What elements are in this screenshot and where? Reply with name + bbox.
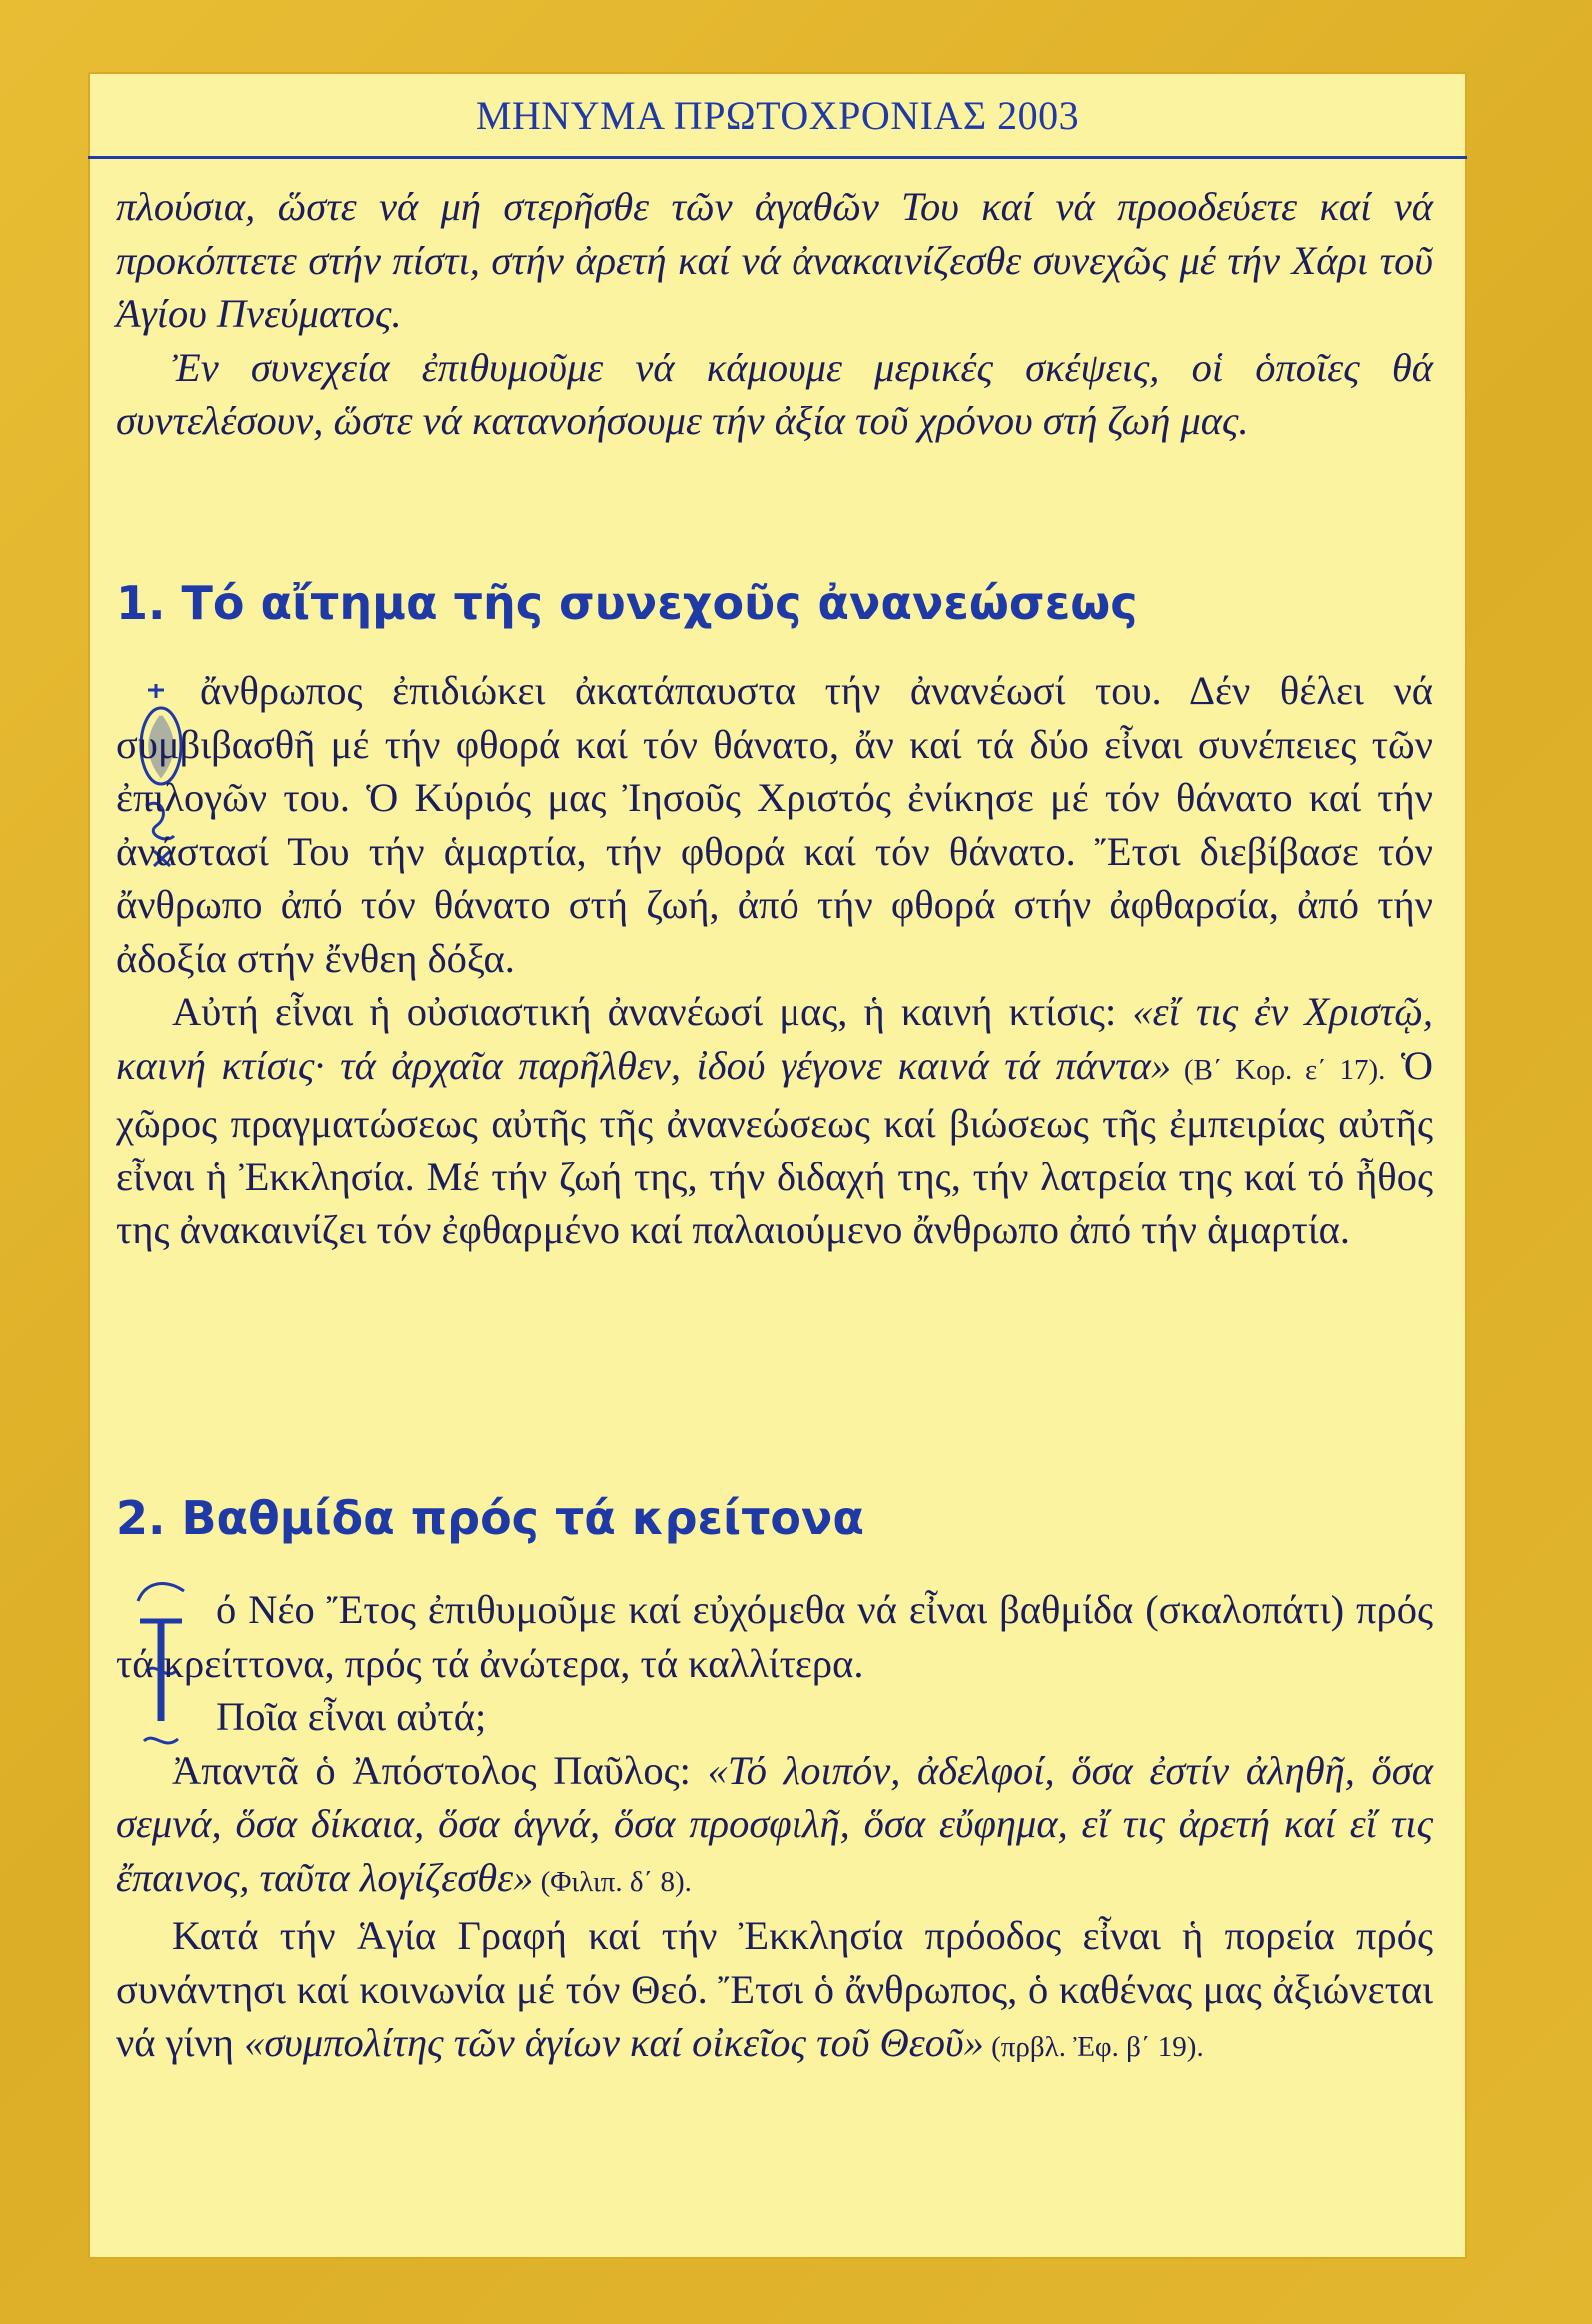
header-title: ΜΗΝΥΜΑ ΠΡΩΤΟΧΡΟΝΙΑΣ 2003 [475, 93, 1080, 138]
section-2-heading: 2. Βαθμίδα πρός τά κρείτονα [116, 1491, 864, 1545]
intro-paragraph-2: Ἐν συνεχεία ἐπιθυμοῦμε νά κάμουμε μερικές σκέψεις, οἱ ὁποῖες θά συντελέσουν, ὥστε νά κατανοήσουμε τήν ἀξία τοῦ χρόνου στή ζωή μας. [116, 344, 1433, 443]
page-header [88, 72, 1467, 159]
section-2-p4-text: Κατά τήν Ἁγία Γραφή καί τήν Ἐκκλησία πρόοδος εἶναι ἡ πορεία πρός συνάντησι καί κοινωνία μέ τόν Θεό. Ἔτσι ὁ ἄνθρωπος, ὁ καθένας μας ἀξιώνεται νά γίνη [116, 1913, 1433, 2065]
section-2-reference-2: (πρβλ. Ἐφ. β΄ 19). [983, 2031, 1204, 2063]
section-2-reference: (Φιλιπ. δ΄ 8). [533, 1865, 692, 1898]
section-1-p2-text-cont: Ὁ χῶρος πραγματώσεως αὐτῆς τῆς ἀνανεώσεως καί βιώσεως τῆς ἐμπειρίας αὐτῆς εἶναι ἡ Ἐκκλησία. Μέ τήν ζωή της, τήν διδαχή της, τήν λατρεία της καί τό ἦθος της ἀνακαινίζει τόν ἐφθαρμένο καί παλαιούμενο ἄνθρωπο ἀπό τήν ἁμαρτία. [116, 1042, 1433, 1252]
section-2-quote: «Τό λοιπόν, ἀδελφοί, ὅσα ἐστίν ἀληθῆ, ὅσα σεμνά, ὅσα δίκαια, ὅσα ἁγνά, ὅσα προσφιλῆ, ὅσα εὔφημα, εἴ τις ἀρετή καί εἴ τις ἔπαινος, ταῦτα λογίζεσθε» [116, 1747, 1433, 1900]
section-1-paragraph-2 [116, 985, 1433, 1257]
section-2-body [116, 1583, 1433, 2075]
section-2-paragraph-4 [116, 1909, 1433, 2075]
section-1-body [116, 664, 1433, 1257]
intro-paragraph-1: πλούσια, ὥστε νά μή στερῆσθε τῶν ἀγαθῶν Του καί νά προοδεύετε καί νά προκόπτετε στήν πίστι, στήν ἀρετή καί νά ἀνακαινίζεσθε συνεχῶς μέ τήν Χάρι τοῦ Ἁγίου Πνεύματος. [116, 184, 1433, 336]
section-2-paragraph-1: ό Νέο Ἔτος ἐπιθυμοῦμε καί εὐχόμεθα νά εἶναι βαθμίδα (σκαλοπάτι) πρός τά κρείττονα, πρός τά ἀνώτερα, τά καλλίτερα. [116, 1587, 1433, 1686]
section-2-paragraph-3 [116, 1744, 1433, 1910]
section-1-p2-text: Αὐτή εἶναι ἡ οὐσιαστική ἀνανέωσί μας, ἡ καινή κτίσις: [172, 989, 1133, 1034]
section-2-quote-2: «συμπολίτης τῶν ἁγίων καί οἰκεῖος τοῦ Θεοῦ» [244, 2020, 984, 2065]
section-1-reference: (Β΄ Κορ. ε΄ 17). [1171, 1053, 1386, 1086]
section-2-paragraph-2: Ποῖα εἶναι αὐτά; [216, 1694, 487, 1739]
section-1-heading: 1. Τό αἴτημα τῆς συνεχοῦς ἀνανεώσεως [116, 576, 1138, 630]
intro-block [116, 180, 1433, 448]
section-1-quote: «εἴ τις ἐν Χριστῷ, καινή κτίσις· τά ἀρχαῖα παρῆλθεν, ἰδού γέγονε καινά τά πάντα» [116, 989, 1433, 1088]
section-2-p3-text: Ἀπαντᾶ ὁ Ἀπόστολος Παῦλος: [172, 1747, 708, 1793]
document-page [88, 72, 1467, 2259]
section-1-paragraph-1: ἄνθρωπος ἐπιδιώκει ἀκατάπαυστα τήν ἀνανέωσί του. Δέν θέλει νά συμβιβασθῆ μέ τήν φθορά καί τόν θάνατο, ἄν καί τά δύο εἶναι συνέπειες τῶν ἐπιλογῶν του. Ὁ Κύριός μας Ἰησοῦς Χριστός ἐνίκησε μέ τόν θάνατο καί τήν ἀνάστασί Του τήν ἁμαρτία, τήν φθορά καί τόν θάνατο. Ἔτσι διεβίβασε τόν ἄνθρωπο ἀπό τόν θάνατο στή ζωή, ἀπό τήν φθορά στήν ἀφθαρσία, ἀπό τήν ἀδοξία στήν ἔνθεη δόξα. [116, 668, 1433, 981]
